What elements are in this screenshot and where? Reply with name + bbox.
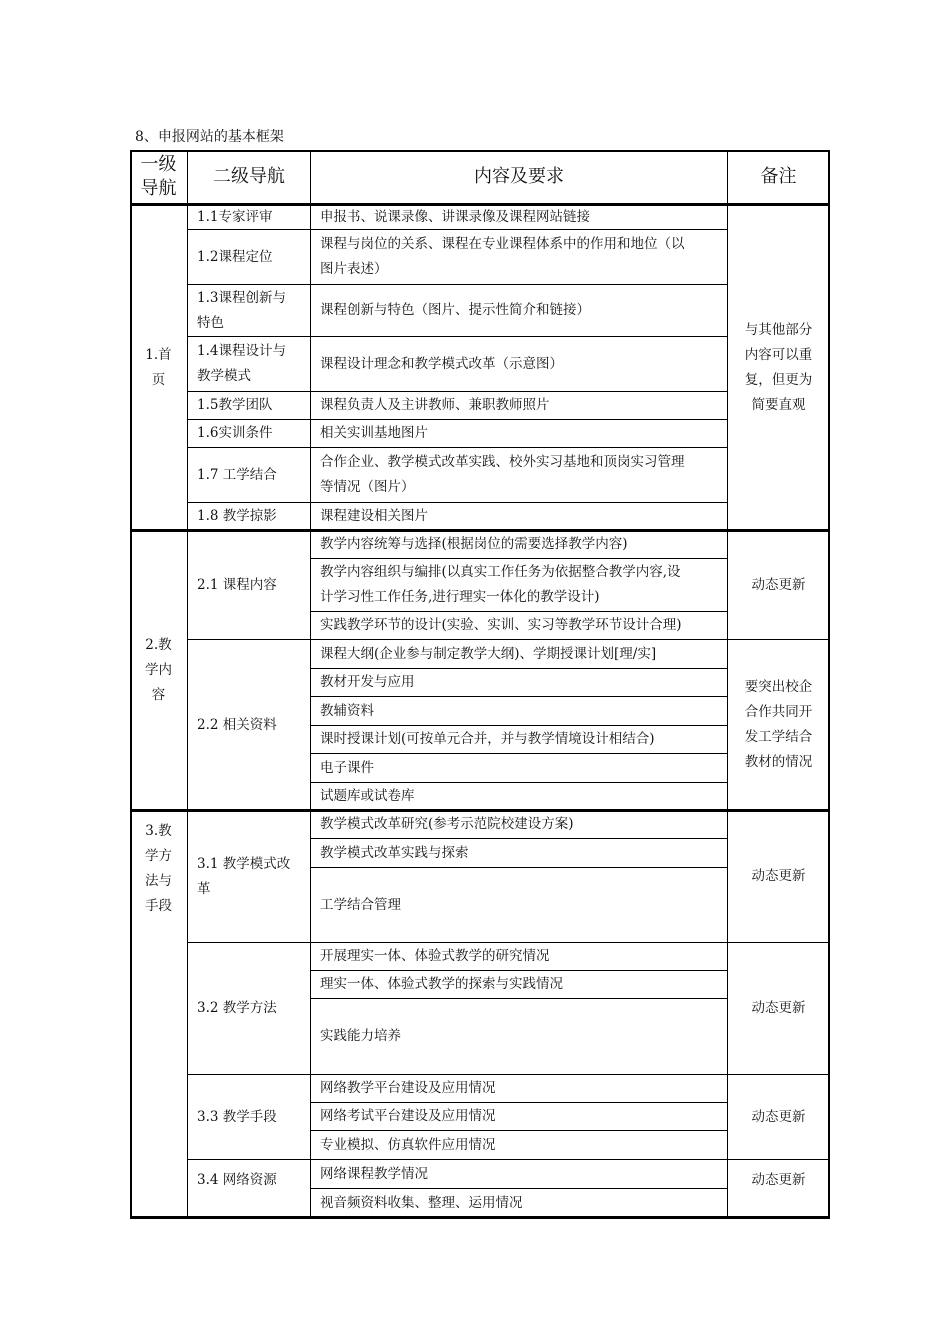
level2-nav-cell-text: 2.1 课程内容	[197, 576, 277, 593]
content-item-text: 工学结合管理	[320, 896, 401, 913]
content-item	[311, 531, 728, 559]
section-divider	[130, 809, 830, 812]
remark-cell	[728, 943, 830, 1075]
content-item	[311, 337, 728, 392]
level2-nav-cell-text: 1.7 工学结合	[197, 466, 277, 483]
remark-cell	[728, 811, 830, 943]
level2-nav-cell	[188, 531, 311, 640]
level2-nav-cell-text: 1.8 教学掠影	[197, 508, 277, 524]
level2-nav-cell-text: 1.1专家评审	[197, 208, 273, 225]
level2-nav-cell-text: 1.6实训条件	[197, 425, 273, 441]
level2-nav-cell	[188, 943, 311, 1075]
content-item-text: 实践教学环节的设计(实验、实训、实习等教学环节设计合理)	[320, 617, 682, 633]
level2-nav-cell-text: 1.3课程创新与 特色	[197, 289, 286, 331]
level2-nav-cell	[188, 1075, 311, 1160]
content-item-text: 教学模式改革实践与探索	[320, 844, 469, 861]
content-item-text: 理实一体、体验式教学的探索与实践情况	[320, 976, 563, 992]
content-item	[311, 943, 728, 971]
content-item-text: 课程负责人及主讲教师、兼职教师照片	[320, 397, 550, 413]
remark-cell-text: 动态更新	[751, 868, 806, 884]
level2-nav-cell	[188, 392, 311, 420]
content-item-text: 电子课件	[320, 759, 374, 776]
header-content-requirements	[311, 150, 728, 205]
content-item	[311, 420, 728, 448]
content-item	[311, 230, 728, 285]
header-level1-nav-text: 一级 导航	[140, 154, 177, 199]
content-item	[311, 448, 728, 503]
content-item-text: 实践能力培养	[320, 1028, 401, 1044]
content-item-text: 网络考试平台建设及应用情况	[320, 1108, 496, 1124]
level2-nav-cell-text: 2.2 相关资料	[197, 716, 277, 733]
content-item	[311, 999, 728, 1075]
content-item-text: 教学内容统筹与选择(根据岗位的需要选择教学内容)	[320, 536, 628, 552]
remark-cell-text: 动态更新	[751, 1172, 806, 1188]
content-item-text: 教材开发与应用	[320, 674, 415, 690]
content-item	[311, 669, 728, 697]
content-item	[311, 839, 728, 868]
level2-nav-cell-text: 3.1 教学模式改 革	[197, 855, 291, 897]
content-item	[311, 559, 728, 612]
framework-table	[130, 150, 830, 1220]
level1-nav-cell-text: 1.首 页	[145, 346, 172, 388]
level1-nav-cell	[130, 811, 188, 1218]
level2-nav-cell	[188, 337, 311, 392]
level2-nav-cell	[188, 230, 311, 285]
section-divider	[130, 529, 830, 532]
level2-nav-cell	[188, 503, 311, 531]
remark-cell-text: 要突出校企 合作共同开 发工学结合 教材的情况	[744, 679, 813, 770]
content-item-text: 教学内容组织与编排(以真实工作任务为依据整合教学内容,设 计学习性工作任务,进行理实一体化的教学设计)	[320, 564, 681, 605]
level2-nav-cell-text: 1.2课程定位	[197, 248, 273, 265]
page-heading: 8、申报网站的基本框架	[135, 129, 284, 145]
remark-cell	[728, 1160, 830, 1218]
content-item	[311, 783, 728, 811]
content-item	[311, 754, 728, 783]
content-item-text: 相关实训基地图片	[320, 425, 428, 441]
level2-nav-cell-text: 1.5教学团队	[197, 397, 273, 413]
content-item	[311, 811, 728, 839]
level2-nav-cell	[188, 811, 311, 943]
content-item-text: 试题库或试卷库	[320, 788, 415, 804]
level2-nav-cell-text: 3.3 教学手段	[197, 1108, 277, 1125]
level1-nav-cell	[130, 205, 188, 531]
level2-nav-cell	[188, 640, 311, 811]
content-item-text: 申报书、说课录像、讲课录像及课程网站链接	[320, 208, 590, 225]
remark-cell-text: 与其他部分 内容可以重 复，但更为 简要直观	[744, 321, 813, 413]
content-item-text: 课程建设相关图片	[320, 508, 428, 524]
level2-nav-cell	[188, 1160, 311, 1218]
content-item-text: 课时授课计划(可按单元合并，并与教学情境设计相结合)	[320, 731, 655, 747]
content-item-text: 网络课程教学情况	[320, 1165, 428, 1182]
remark-cell	[728, 205, 830, 531]
content-item	[311, 1075, 728, 1103]
header-remarks-text: 备注	[760, 166, 797, 187]
content-item-text: 课程大纲(企业参与制定教学大纲)、学期授课计划[理/实]	[320, 645, 657, 662]
content-item-text: 专业模拟、仿真软件应用情况	[320, 1136, 496, 1153]
section-divider	[130, 1216, 830, 1219]
content-item	[311, 1160, 728, 1189]
level1-nav-cell-text: 3.教 学方 法与 手段	[145, 823, 172, 914]
content-item	[311, 1189, 728, 1218]
remark-cell-text: 动态更新	[751, 576, 806, 593]
content-item	[311, 1131, 728, 1160]
content-item	[311, 612, 728, 640]
content-item-text: 合作企业、教学模式改革实践、校外实习基地和顶岗实习管理 等情况（图片）	[320, 454, 685, 495]
remark-cell	[728, 531, 830, 640]
level2-nav-cell	[188, 448, 311, 503]
content-item	[311, 726, 728, 754]
level2-nav-cell-text: 3.4 网络资源	[197, 1172, 277, 1188]
content-item	[311, 1103, 728, 1131]
content-item-text: 网络教学平台建设及应用情况	[320, 1080, 496, 1096]
header-level2-nav-text: 二级导航	[213, 166, 285, 187]
remark-cell-text: 动态更新	[751, 1108, 806, 1125]
content-item-text: 课程设计理念和教学模式改革（示意图）	[320, 355, 563, 372]
content-item-text: 课程创新与特色（图片、提示性简介和链接）	[320, 302, 590, 318]
level2-nav-cell-text: 1.4课程设计与 教学模式	[197, 343, 286, 384]
header-level2-nav	[188, 150, 311, 205]
level2-nav-cell	[188, 285, 311, 337]
content-item-text: 教学模式改革研究(参考示范院校建设方案)	[320, 816, 574, 832]
content-item	[311, 205, 728, 230]
remark-cell	[728, 640, 830, 811]
level1-nav-cell-text: 2.教 学内 容	[145, 637, 172, 703]
level2-nav-cell-text: 3.2 教学方法	[197, 1000, 277, 1016]
content-item-text: 课程与岗位的关系、课程在专业课程体系中的作用和地位（以 图片表述）	[320, 236, 685, 277]
content-item	[311, 971, 728, 999]
level2-nav-cell	[188, 205, 311, 230]
header-content-requirements-text: 内容及要求	[474, 166, 564, 187]
header-remarks	[728, 150, 830, 205]
level1-nav-cell	[130, 531, 188, 811]
header-level1-nav	[130, 150, 188, 205]
level2-nav-cell	[188, 420, 311, 448]
content-item	[311, 697, 728, 726]
content-item	[311, 503, 728, 531]
content-item-text: 教辅资料	[320, 702, 374, 719]
content-item	[311, 640, 728, 669]
content-item	[311, 868, 728, 943]
remark-cell-text: 动态更新	[751, 1000, 806, 1016]
content-item	[311, 285, 728, 337]
section-divider	[130, 203, 830, 206]
content-item	[311, 392, 728, 420]
content-item-text: 开展理实一体、体验式教学的研究情况	[320, 948, 550, 964]
remark-cell	[728, 1075, 830, 1160]
content-item-text: 视音频资料收集、整理、运用情况	[320, 1194, 523, 1211]
